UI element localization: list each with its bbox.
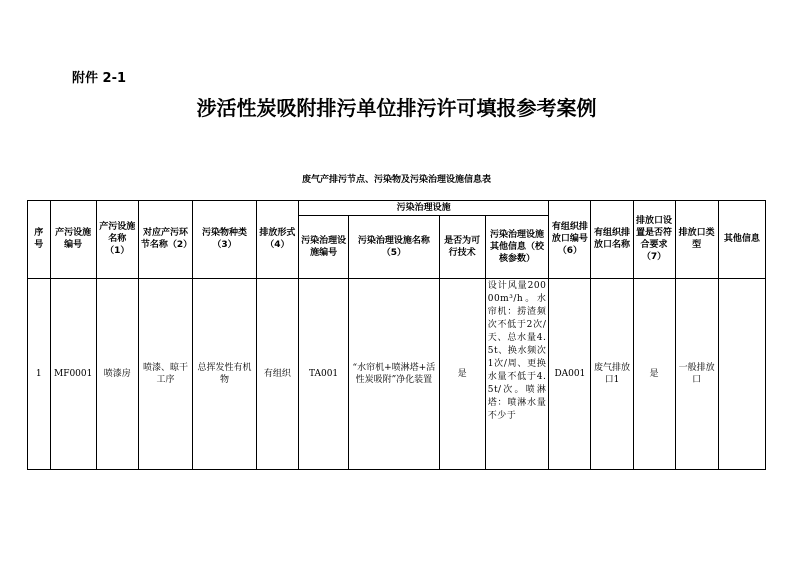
cell-outlet-code: DA001 [549,278,591,469]
cell-treatment-code: TA001 [298,278,348,469]
header-outlet-code: 有组织排放口编号（6） [549,201,591,279]
cell-treatment-other: 设计风量20000m³/h。水帘机：捞渣频次不低于2次/天、总水量4.5t、换水频次1次/周、更换水量不低于4.5t/次。喷淋塔：喷淋水量不少于 [485,278,549,469]
header-outlet-name: 有组织排放口名称 [591,201,633,279]
cell-seq: 1 [28,278,51,469]
header-seq: 序号 [28,201,51,279]
header-feasible: 是否为可行技术 [439,216,485,278]
header-outlet-type: 排放口类型 [675,201,718,279]
header-outlet-compliant: 排放口设置是否符合要求（7） [633,201,675,279]
cell-treatment-name: “水帘机+喷淋塔+活性炭吸附”净化装置 [349,278,439,469]
cell-process-name: 喷漆、晾干工序 [138,278,192,469]
cell-outlet-type: 一般排放口 [675,278,718,469]
cell-outlet-compliant: 是 [633,278,675,469]
page-title: 涉活性炭吸附排污单位排污许可填报参考案例 [196,96,597,120]
cell-other [718,278,765,469]
cell-outlet-name: 废气排放口1 [591,278,633,469]
header-facility-code: 产污设施编号 [50,201,96,279]
header-treatment-other: 污染治理设施其他信息（校核参数） [485,216,549,278]
header-pollutant-type: 污染物种类（3） [193,201,257,279]
header-other: 其他信息 [718,201,765,279]
table-title: 废气产排污节点、污染物及污染治理设施信息表 [301,175,491,185]
table-row [28,278,766,469]
exhaust-gas-info-table [27,200,766,470]
cell-emission-form: 有组织 [256,278,298,469]
header-process-name: 对应产污环节名称（2） [138,201,192,279]
header-treatment-group: 污染治理设施 [298,201,548,216]
header-treatment-code: 污染治理设施编号 [298,216,348,278]
header-emission-form: 排放形式（4） [256,201,298,279]
header-treatment-name: 污染治理设施名称（5） [349,216,439,278]
header-facility-name: 产污设施名称（1） [96,201,138,279]
cell-feasible: 是 [439,278,485,469]
annex-label: 附件 2-1 [72,71,127,86]
cell-facility-code: MF0001 [50,278,96,469]
cell-pollutant-type: 总挥发性有机物 [193,278,257,469]
cell-facility-name: 喷漆房 [96,278,138,469]
